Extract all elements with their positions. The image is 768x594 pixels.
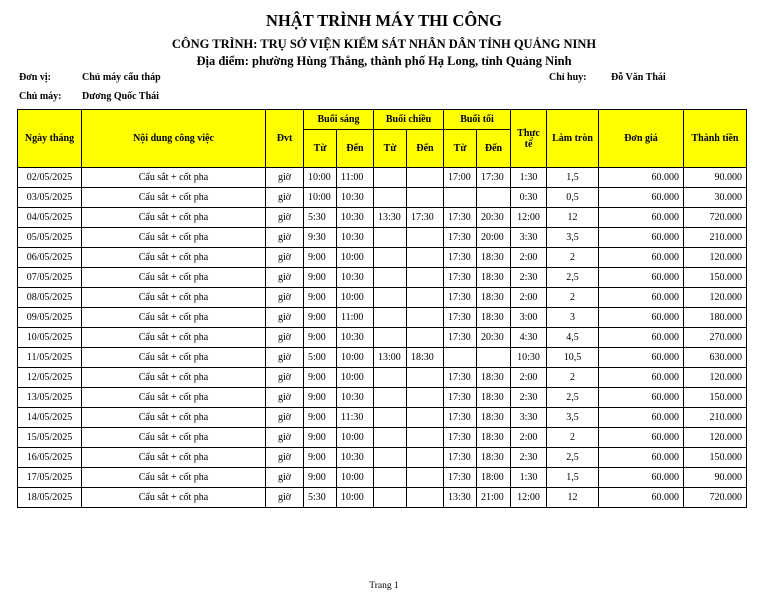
cell-morning-to: 10:00 — [337, 368, 374, 388]
cell-evening-from: 17:30 — [444, 308, 477, 328]
cell-date: 12/05/2025 — [18, 368, 82, 388]
cell-amount: 180.000 — [684, 308, 747, 328]
cell-morning-to: 11:00 — [337, 308, 374, 328]
cell-unit: giờ — [266, 208, 304, 228]
cell-afternoon-to — [407, 408, 444, 428]
cell-morning-to: 10:30 — [337, 328, 374, 348]
cell-afternoon-from — [374, 308, 407, 328]
cell-price: 60.000 — [599, 428, 684, 448]
cell-rounded: 3 — [547, 308, 599, 328]
header-amount: Thành tiền — [684, 110, 747, 168]
table-row — [18, 348, 747, 368]
cell-unit: giờ — [266, 348, 304, 368]
table-row — [18, 288, 747, 308]
unit-label: Đơn vị: — [19, 72, 51, 83]
cell-morning-to: 10:00 — [337, 468, 374, 488]
cell-actual: 3:00 — [511, 308, 547, 328]
cell-morning-from: 9:00 — [304, 328, 337, 348]
cell-morning-from: 9:00 — [304, 288, 337, 308]
cell-amount: 120.000 — [684, 428, 747, 448]
cell-afternoon-from — [374, 328, 407, 348]
cell-rounded: 2 — [547, 428, 599, 448]
cell-afternoon-from — [374, 468, 407, 488]
cell-afternoon-from — [374, 388, 407, 408]
cell-evening-from: 17:30 — [444, 388, 477, 408]
cell-afternoon-from: 13:30 — [374, 208, 407, 228]
cell-date: 08/05/2025 — [18, 288, 82, 308]
cell-date: 06/05/2025 — [18, 248, 82, 268]
cell-afternoon-to — [407, 228, 444, 248]
cell-price: 60.000 — [599, 408, 684, 428]
cell-content: Cẩu sắt + cốt pha — [82, 288, 266, 308]
cell-afternoon-to — [407, 308, 444, 328]
cell-actual: 2:30 — [511, 448, 547, 468]
header-rounded: Làm tròn — [547, 110, 599, 168]
cell-evening-to: 18:30 — [477, 408, 511, 428]
cell-price: 60.000 — [599, 288, 684, 308]
cell-evening-to: 20:30 — [477, 208, 511, 228]
cell-evening-from: 17:30 — [444, 428, 477, 448]
cell-rounded: 2 — [547, 248, 599, 268]
header-afternoon: Buổi chiều — [374, 110, 444, 130]
cell-afternoon-from — [374, 488, 407, 508]
cell-evening-to: 20:00 — [477, 228, 511, 248]
cell-morning-from: 9:00 — [304, 368, 337, 388]
cell-date: 14/05/2025 — [18, 408, 82, 428]
cell-afternoon-from — [374, 248, 407, 268]
cell-content: Cẩu sắt + cốt pha — [82, 268, 266, 288]
cell-evening-to — [477, 348, 511, 368]
table-row — [18, 428, 747, 448]
header-unit: Đvt — [266, 110, 304, 168]
cell-date: 03/05/2025 — [18, 188, 82, 208]
cell-date: 02/05/2025 — [18, 168, 82, 188]
cell-price: 60.000 — [599, 388, 684, 408]
page-footer: Trang 1 — [369, 581, 399, 591]
cell-rounded: 1,5 — [547, 468, 599, 488]
cell-content: Cẩu sắt + cốt pha — [82, 328, 266, 348]
cell-evening-to — [477, 188, 511, 208]
cell-content: Cẩu sắt + cốt pha — [82, 248, 266, 268]
owner-value: Dương Quốc Thái — [82, 91, 159, 102]
cell-unit: giờ — [266, 268, 304, 288]
cell-amount: 720.000 — [684, 488, 747, 508]
cell-evening-to: 18:30 — [477, 288, 511, 308]
cell-morning-to: 11:00 — [337, 168, 374, 188]
cell-evening-from: 17:30 — [444, 368, 477, 388]
cell-rounded: 2,5 — [547, 268, 599, 288]
header-morning: Buổi sáng — [304, 110, 374, 130]
cell-morning-from: 5:30 — [304, 488, 337, 508]
cell-afternoon-from — [374, 268, 407, 288]
table-row — [18, 448, 747, 468]
cell-morning-from: 9:00 — [304, 248, 337, 268]
cell-actual: 0:30 — [511, 188, 547, 208]
cell-evening-from: 17:30 — [444, 228, 477, 248]
cell-date: 16/05/2025 — [18, 448, 82, 468]
owner-label: Chủ máy: — [19, 91, 62, 102]
cell-afternoon-to — [407, 468, 444, 488]
cell-afternoon-to — [407, 448, 444, 468]
cell-evening-to: 18:30 — [477, 448, 511, 468]
cell-afternoon-from — [374, 428, 407, 448]
cell-morning-to: 10:00 — [337, 348, 374, 368]
cell-price: 60.000 — [599, 488, 684, 508]
cell-amount: 150.000 — [684, 268, 747, 288]
cell-unit: giờ — [266, 308, 304, 328]
cell-actual: 2:00 — [511, 248, 547, 268]
cell-date: 05/05/2025 — [18, 228, 82, 248]
cell-afternoon-to — [407, 188, 444, 208]
project-name: CÔNG TRÌNH: TRỤ SỞ VIỆN KIỂM SÁT NHÂN DÂN TỈNH QUẢNG NINH — [171, 37, 597, 51]
cell-date: 15/05/2025 — [18, 428, 82, 448]
cell-rounded: 12 — [547, 488, 599, 508]
table-row — [18, 388, 747, 408]
cell-content: Cẩu sắt + cốt pha — [82, 368, 266, 388]
cell-amount: 150.000 — [684, 448, 747, 468]
cell-price: 60.000 — [599, 248, 684, 268]
cell-actual: 1:30 — [511, 168, 547, 188]
table-row — [18, 488, 747, 508]
cell-rounded: 1,5 — [547, 168, 599, 188]
cell-evening-from: 13:30 — [444, 488, 477, 508]
cell-content: Cẩu sắt + cốt pha — [82, 188, 266, 208]
cell-evening-to: 17:30 — [477, 168, 511, 188]
table-row — [18, 228, 747, 248]
cell-unit: giờ — [266, 228, 304, 248]
cell-amount: 120.000 — [684, 368, 747, 388]
cell-amount: 90.000 — [684, 168, 747, 188]
cell-unit: giờ — [266, 428, 304, 448]
cell-amount: 120.000 — [684, 248, 747, 268]
commander-value: Đỗ Văn Thái — [611, 72, 666, 83]
table-row — [18, 208, 747, 228]
cell-unit: giờ — [266, 368, 304, 388]
cell-evening-from: 17:00 — [444, 168, 477, 188]
cell-morning-from: 9:00 — [304, 448, 337, 468]
cell-amount: 630.000 — [684, 348, 747, 368]
cell-afternoon-to: 17:30 — [407, 208, 444, 228]
cell-rounded: 2,5 — [547, 448, 599, 468]
cell-morning-from: 9:00 — [304, 388, 337, 408]
cell-evening-to: 18:30 — [477, 248, 511, 268]
table-row — [18, 408, 747, 428]
cell-evening-from: 17:30 — [444, 208, 477, 228]
cell-morning-to: 10:30 — [337, 228, 374, 248]
cell-afternoon-to — [407, 388, 444, 408]
cell-evening-from — [444, 188, 477, 208]
cell-morning-from: 9:30 — [304, 228, 337, 248]
cell-morning-to: 10:30 — [337, 208, 374, 228]
cell-evening-from: 17:30 — [444, 448, 477, 468]
cell-amount: 210.000 — [684, 408, 747, 428]
cell-actual: 2:30 — [511, 388, 547, 408]
cell-afternoon-to — [407, 488, 444, 508]
cell-rounded: 10,5 — [547, 348, 599, 368]
cell-content: Cẩu sắt + cốt pha — [82, 448, 266, 468]
cell-afternoon-from — [374, 408, 407, 428]
cell-morning-from: 10:00 — [304, 188, 337, 208]
cell-morning-from: 5:30 — [304, 208, 337, 228]
cell-price: 60.000 — [599, 308, 684, 328]
cell-morning-to: 10:30 — [337, 448, 374, 468]
cell-evening-from: 17:30 — [444, 248, 477, 268]
cell-price: 60.000 — [599, 268, 684, 288]
cell-amount: 210.000 — [684, 228, 747, 248]
header-date: Ngày tháng — [18, 110, 82, 168]
cell-morning-from: 5:00 — [304, 348, 337, 368]
cell-date: 11/05/2025 — [18, 348, 82, 368]
cell-date: 07/05/2025 — [18, 268, 82, 288]
cell-morning-from: 9:00 — [304, 468, 337, 488]
cell-afternoon-to — [407, 288, 444, 308]
cell-morning-to: 11:30 — [337, 408, 374, 428]
cell-afternoon-from — [374, 368, 407, 388]
cell-content: Cẩu sắt + cốt pha — [82, 348, 266, 368]
cell-evening-to: 18:30 — [477, 428, 511, 448]
cell-content: Cẩu sắt + cốt pha — [82, 408, 266, 428]
cell-afternoon-from: 13:00 — [374, 348, 407, 368]
cell-unit: giờ — [266, 488, 304, 508]
table-row — [18, 328, 747, 348]
cell-afternoon-to — [407, 328, 444, 348]
cell-afternoon-from — [374, 168, 407, 188]
cell-morning-to: 10:00 — [337, 428, 374, 448]
cell-unit: giờ — [266, 468, 304, 488]
project-location: Địa điểm: phường Hùng Thắng, thành phố Hạ Long, tỉnh Quảng Ninh — [196, 54, 572, 68]
header-morning-from: Từ — [304, 130, 337, 168]
cell-rounded: 2 — [547, 368, 599, 388]
cell-unit: giờ — [266, 288, 304, 308]
table-row — [18, 368, 747, 388]
cell-unit: giờ — [266, 328, 304, 348]
cell-amount: 150.000 — [684, 388, 747, 408]
cell-date: 17/05/2025 — [18, 468, 82, 488]
cell-evening-to: 20:30 — [477, 328, 511, 348]
cell-content: Cẩu sắt + cốt pha — [82, 488, 266, 508]
cell-price: 60.000 — [599, 348, 684, 368]
header-evening-to: Đến — [477, 130, 511, 168]
cell-morning-from: 9:00 — [304, 268, 337, 288]
table-row — [18, 268, 747, 288]
cell-afternoon-to — [407, 248, 444, 268]
cell-actual: 3:30 — [511, 228, 547, 248]
cell-evening-from: 17:30 — [444, 288, 477, 308]
header-evening-from: Từ — [444, 130, 477, 168]
cell-unit: giờ — [266, 408, 304, 428]
cell-rounded: 12 — [547, 208, 599, 228]
cell-evening-to: 18:00 — [477, 468, 511, 488]
table-header — [18, 110, 747, 168]
cell-morning-to: 10:30 — [337, 388, 374, 408]
machine-log-table — [17, 109, 747, 508]
header-price: Đơn giá — [599, 110, 684, 168]
cell-evening-from — [444, 348, 477, 368]
cell-unit: giờ — [266, 168, 304, 188]
table-row — [18, 188, 747, 208]
cell-evening-to: 18:30 — [477, 388, 511, 408]
cell-afternoon-to — [407, 268, 444, 288]
cell-date: 18/05/2025 — [18, 488, 82, 508]
cell-price: 60.000 — [599, 328, 684, 348]
cell-date: 13/05/2025 — [18, 388, 82, 408]
cell-evening-from: 17:30 — [444, 328, 477, 348]
cell-price: 60.000 — [599, 448, 684, 468]
cell-content: Cẩu sắt + cốt pha — [82, 428, 266, 448]
cell-actual: 2:00 — [511, 368, 547, 388]
cell-amount: 270.000 — [684, 328, 747, 348]
cell-unit: giờ — [266, 248, 304, 268]
cell-morning-to: 10:00 — [337, 248, 374, 268]
commander-label: Chỉ huy: — [549, 72, 587, 83]
header-evening: Buổi tối — [444, 110, 511, 130]
cell-actual: 1:30 — [511, 468, 547, 488]
cell-amount: 30.000 — [684, 188, 747, 208]
cell-afternoon-to — [407, 368, 444, 388]
cell-afternoon-from — [374, 288, 407, 308]
cell-rounded: 3,5 — [547, 408, 599, 428]
cell-morning-from: 10:00 — [304, 168, 337, 188]
cell-rounded: 4,5 — [547, 328, 599, 348]
cell-evening-from: 17:30 — [444, 408, 477, 428]
cell-unit: giờ — [266, 448, 304, 468]
cell-actual: 12:00 — [511, 488, 547, 508]
cell-content: Cẩu sắt + cốt pha — [82, 228, 266, 248]
cell-morning-from: 9:00 — [304, 308, 337, 328]
table-row — [18, 468, 747, 488]
cell-morning-from: 9:00 — [304, 428, 337, 448]
cell-actual: 2:00 — [511, 428, 547, 448]
cell-morning-to: 10:30 — [337, 188, 374, 208]
cell-actual: 10:30 — [511, 348, 547, 368]
cell-amount: 90.000 — [684, 468, 747, 488]
cell-rounded: 2,5 — [547, 388, 599, 408]
cell-price: 60.000 — [599, 468, 684, 488]
cell-date: 10/05/2025 — [18, 328, 82, 348]
cell-evening-to: 18:30 — [477, 368, 511, 388]
cell-afternoon-from — [374, 188, 407, 208]
cell-actual: 12:00 — [511, 208, 547, 228]
cell-morning-to: 10:00 — [337, 288, 374, 308]
cell-content: Cẩu sắt + cốt pha — [82, 308, 266, 328]
cell-price: 60.000 — [599, 168, 684, 188]
header-morning-to: Đến — [337, 130, 374, 168]
cell-evening-to: 21:00 — [477, 488, 511, 508]
cell-actual: 4:30 — [511, 328, 547, 348]
cell-afternoon-from — [374, 228, 407, 248]
page-title: NHẬT TRÌNH MÁY THI CÔNG — [266, 11, 502, 30]
cell-price: 60.000 — [599, 368, 684, 388]
cell-evening-to: 18:30 — [477, 308, 511, 328]
cell-morning-to: 10:00 — [337, 488, 374, 508]
cell-price: 60.000 — [599, 208, 684, 228]
cell-rounded: 2 — [547, 288, 599, 308]
header-content: Nội dung công việc — [82, 110, 266, 168]
cell-price: 60.000 — [599, 188, 684, 208]
table-row — [18, 308, 747, 328]
cell-evening-from: 17:30 — [444, 268, 477, 288]
cell-actual: 2:00 — [511, 288, 547, 308]
cell-morning-to: 10:30 — [337, 268, 374, 288]
cell-afternoon-to: 18:30 — [407, 348, 444, 368]
cell-unit: giờ — [266, 188, 304, 208]
header-afternoon-to: Đến — [407, 130, 444, 168]
header-actual: Thực tế — [511, 110, 547, 168]
cell-actual: 3:30 — [511, 408, 547, 428]
cell-afternoon-to — [407, 168, 444, 188]
table-body — [18, 168, 747, 508]
cell-content: Cẩu sắt + cốt pha — [82, 168, 266, 188]
cell-date: 04/05/2025 — [18, 208, 82, 228]
cell-actual: 2:30 — [511, 268, 547, 288]
cell-evening-from: 17:30 — [444, 468, 477, 488]
cell-afternoon-to — [407, 428, 444, 448]
unit-value: Chủ máy cẩu tháp — [82, 72, 161, 83]
cell-rounded: 3,5 — [547, 228, 599, 248]
cell-content: Cẩu sắt + cốt pha — [82, 388, 266, 408]
table-row — [18, 168, 747, 188]
cell-amount: 720.000 — [684, 208, 747, 228]
cell-rounded: 0,5 — [547, 188, 599, 208]
cell-amount: 120.000 — [684, 288, 747, 308]
cell-date: 09/05/2025 — [18, 308, 82, 328]
cell-unit: giờ — [266, 388, 304, 408]
cell-morning-from: 9:00 — [304, 408, 337, 428]
header-afternoon-from: Từ — [374, 130, 407, 168]
cell-afternoon-from — [374, 448, 407, 468]
cell-evening-to: 18:30 — [477, 268, 511, 288]
cell-content: Cẩu sắt + cốt pha — [82, 208, 266, 228]
cell-price: 60.000 — [599, 228, 684, 248]
cell-content: Cẩu sắt + cốt pha — [82, 468, 266, 488]
table-row — [18, 248, 747, 268]
